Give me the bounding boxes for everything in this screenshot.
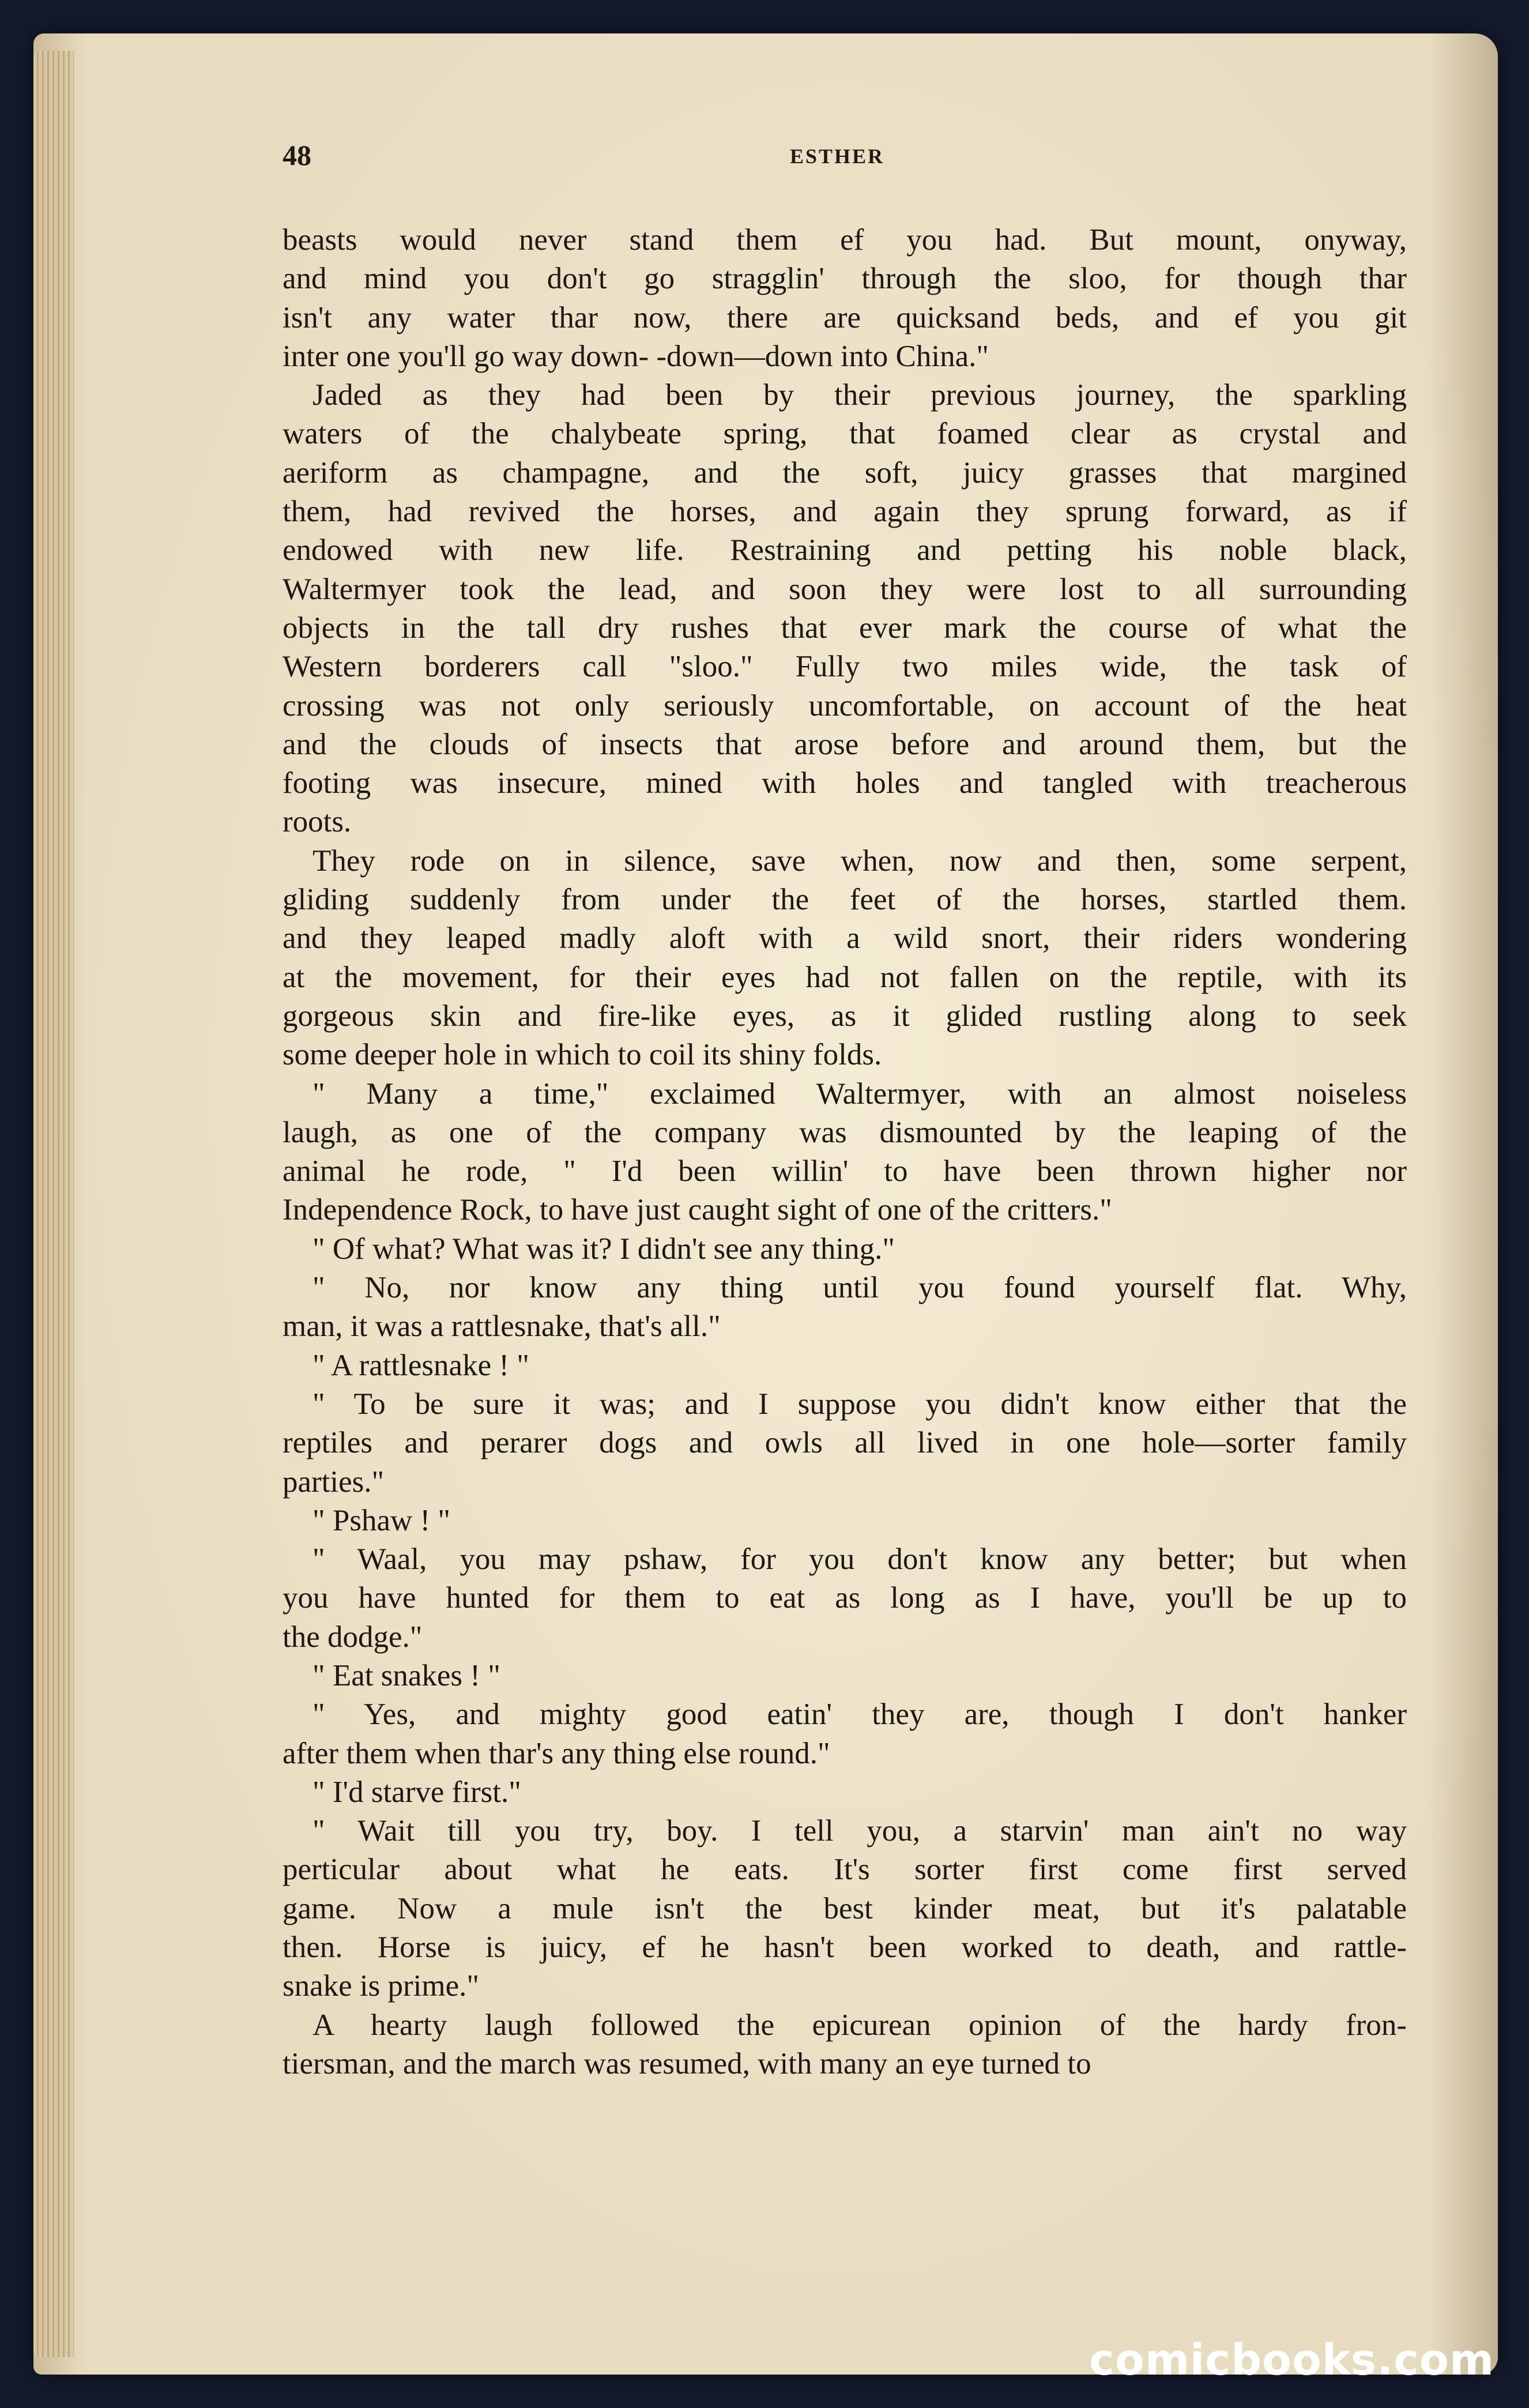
running-title: ESTHER: [790, 145, 885, 168]
text-line: " Wait till you try, boy. I tell you, a starvin' man ain't no way: [312, 1814, 1407, 1848]
text-line: tiersman, and the march was resumed, with many an eye turned to: [283, 2046, 1091, 2080]
text-line: parties.": [283, 1465, 385, 1499]
text-line: aeriform as champagne, and the soft, juicy grasses that margined: [283, 456, 1407, 490]
text-line: They rode on in silence, save when, now and then, some serpent,: [312, 844, 1407, 878]
text-line: gorgeous skin and fire-like eyes, as it glided rustling along to seek: [283, 999, 1407, 1033]
text-line: at the movement, for their eyes had not fallen on the reptile, with its: [283, 960, 1407, 994]
text-line: them, had revived the horses, and again they sprung forward, as if: [283, 495, 1407, 529]
text-line: crossing was not only seriously uncomfortable, on account of the heat: [283, 688, 1407, 723]
text-line: animal he rode, " I'd been willin' to have been thrown higher nor: [283, 1154, 1407, 1188]
text-line: Independence Rock, to have just caught sight of one of the critters.": [283, 1193, 1112, 1227]
text-line: beasts would never stand them ef you had. But mount, onyway,: [283, 223, 1407, 257]
page-number: 48: [283, 139, 311, 171]
text-line: and the clouds of insects that arose before and around them, but the: [283, 727, 1407, 761]
text-line: snake is prime.": [283, 1969, 480, 2003]
body-text: [283, 221, 1407, 2083]
text-line: reptiles and perarer dogs and owls all lived in one hole—sorter family: [283, 1426, 1407, 1460]
text-line: " To be sure it was; and I suppose you didn't know either that the: [312, 1387, 1407, 1421]
text-line: " Many a time," exclaimed Waltermyer, with an almost noiseless: [312, 1077, 1407, 1111]
text-line: laugh, as one of the company was dismounted by the leaping of the: [283, 1115, 1407, 1149]
text-line: you have hunted for them to eat as long as I have, you'll be up to: [283, 1581, 1407, 1615]
text-line: " Waal, you may pshaw, for you don't know any better; but when: [312, 1542, 1407, 1577]
text-line: after them when thar's any thing else round.": [283, 1736, 830, 1770]
text-line: A hearty laugh followed the epicurean opinion of the hardy fron-: [312, 2008, 1407, 2042]
text-line: inter one you'll go way down- -down—down into China.": [283, 339, 989, 373]
text-line: roots.: [283, 805, 352, 839]
watermark: comicbooks.com: [1089, 2335, 1494, 2385]
page-edges: [33, 51, 74, 2357]
text-line: and they leaped madly aloft with a wild snort, their riders wondering: [283, 921, 1407, 955]
text-line: game. Now a mule isn't the best kinder meat, but it's palatable: [283, 1891, 1407, 1925]
text-line: isn't any water thar now, there are quicksand beds, and ef you git: [283, 300, 1407, 334]
text-line: " No, nor know any thing until you found yourself flat. Why,: [312, 1271, 1407, 1305]
text-line: and mind you don't go stragglin' through the sloo, for though thar: [283, 262, 1407, 296]
text-line: Western borderers call "sloo." Fully two miles wide, the task of: [283, 650, 1407, 684]
text-line: gliding suddenly from under the feet of the horses, startled them.: [283, 883, 1407, 917]
text-line: " Yes, and mighty good eatin' they are, though I don't hanker: [312, 1698, 1407, 1732]
text-line: objects in the tall dry rushes that ever mark the course of what the: [283, 611, 1407, 645]
text-line: " I'd starve first.": [312, 1775, 521, 1809]
text-line: perticular about what he eats. It's sorter first come first served: [283, 1853, 1407, 1887]
text-line: " Pshaw ! ": [312, 1503, 451, 1537]
text-line: waters of the chalybeate spring, that foamed clear as crystal and: [283, 417, 1407, 451]
text-line: " Of what? What was it? I didn't see any thing.": [312, 1232, 895, 1266]
text-line: man, it was a rattlesnake, that's all.": [283, 1310, 721, 1344]
text-line: the dodge.": [283, 1620, 423, 1654]
text-line: then. Horse is juicy, ef he hasn't been worked to death, and rattle-: [283, 1931, 1407, 1965]
text-line: endowed with new life. Restraining and petting his noble black,: [283, 533, 1407, 567]
text-line: " Eat snakes ! ": [312, 1658, 500, 1692]
page-header: [283, 138, 1401, 179]
text-line: some deeper hole in which to coil its shiny folds.: [283, 1038, 882, 1072]
text-line: footing was insecure, mined with holes and tangled with treacherous: [283, 766, 1407, 800]
text-line: " A rattlesnake ! ": [312, 1348, 529, 1382]
text-line: Jaded as they had been by their previous journey, the sparkling: [312, 378, 1407, 412]
text-line: Waltermyer took the lead, and soon they were lost to all surrounding: [283, 572, 1407, 606]
